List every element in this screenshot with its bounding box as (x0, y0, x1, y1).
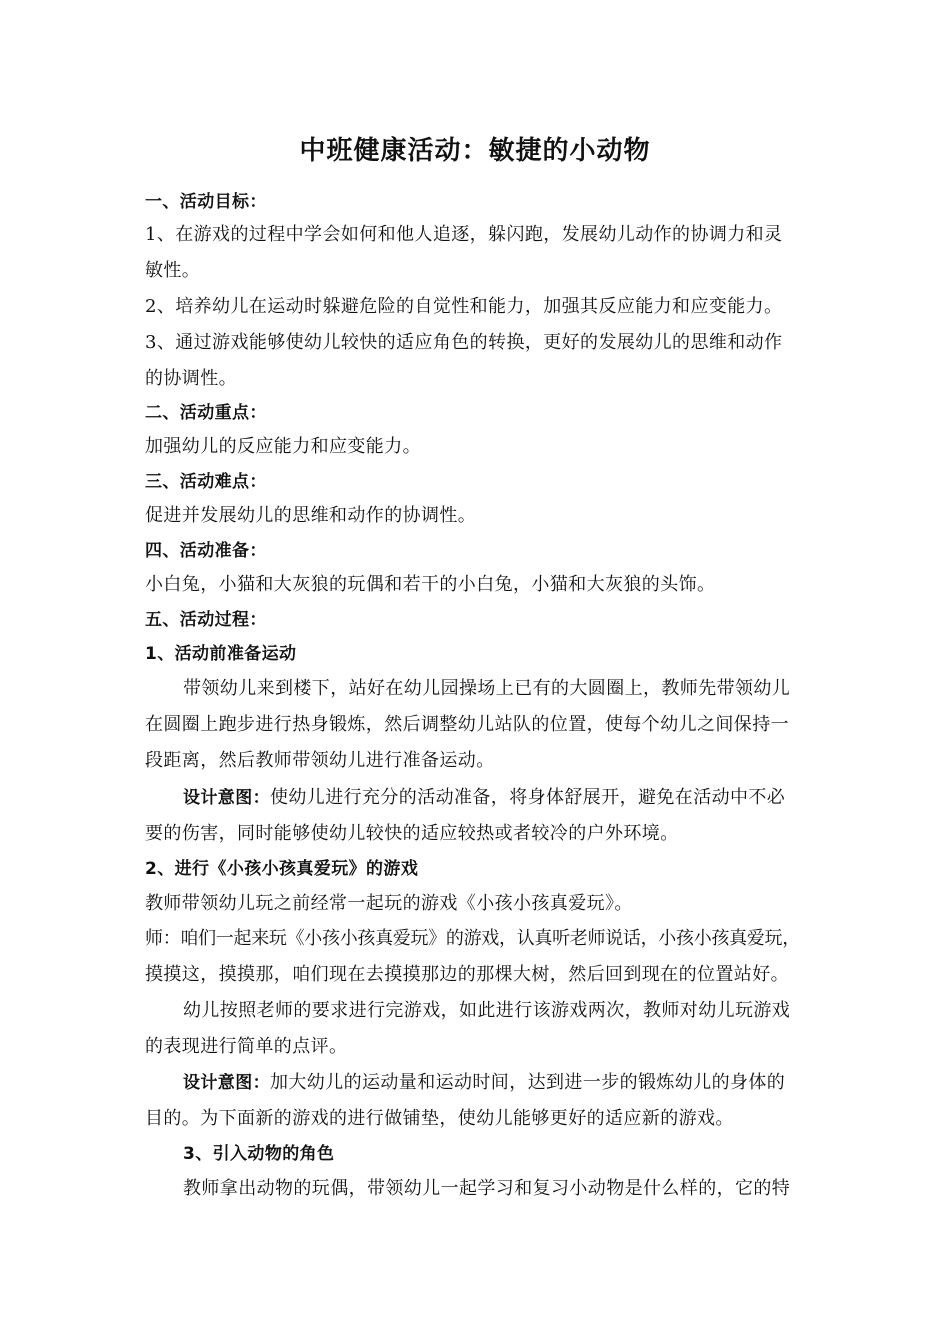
goal-1-line-2: 敏性。 (145, 260, 201, 281)
step-1-paragraph-line-1: 带领幼儿来到楼下，站好在幼儿园操场上已有的大圆圈上，教师先带领幼儿 (183, 678, 791, 699)
step-1-paragraph-line-3: 段距离，然后教师带领幼儿进行准备运动。 (145, 750, 495, 771)
step-1-paragraph-line-2: 在圆圈上跑步进行热身锻炼，然后调整幼儿站队的位置，使每个幼儿之间保持一 (145, 714, 789, 735)
step-2-design-intent-line-2: 目的。为下面新的游戏的进行做铺垫，使幼儿能够更好的适应新的游戏。 (145, 1108, 734, 1129)
step-1-design-intent-line-1 (183, 786, 785, 810)
step-2-heading: 2、进行《小孩小孩真爱玩》的游戏 (145, 859, 419, 879)
design-intent-label: 设计意图： (183, 788, 270, 808)
step-2-paragraph-3-line-1: 幼儿按照老师的要求进行完游戏，如此进行该游戏两次，教师对幼儿玩游戏 (183, 1000, 791, 1021)
step-3-paragraph-line-1: 教师拿出动物的玩偶，带领幼儿一起学习和复习小动物是什么样的，它的特 (183, 1178, 791, 1199)
step-2-design-intent-line-1 (183, 1071, 785, 1095)
focus-text: 加强幼儿的反应能力和应变能力。 (145, 436, 421, 457)
goal-3-line-1: 3、通过游戏能够使幼儿较快的适应角色的转换，更好的发展幼儿的思维和动作 (145, 332, 783, 353)
document-title: 中班健康活动：敏捷的小动物 (299, 136, 651, 166)
difficulty-text: 促进并发展幼儿的思维和动作的协调性。 (145, 505, 477, 526)
section-heading-difficulty: 三、活动难点： (145, 472, 267, 492)
section-heading-focus: 二、活动重点： (145, 403, 267, 423)
section-heading-goals: 一、活动目标： (145, 192, 267, 212)
step-2-paragraph-1: 教师带领幼儿玩之前经常一起玩的游戏《小孩小孩真爱玩》。 (145, 893, 633, 914)
step-2-dialogue-line-1: 师：咱们一起来玩《小孩小孩真爱玩》的游戏，认真听老师说话，小孩小孩真爱玩， (145, 928, 800, 949)
step-1-design-intent-line-2: 要的伤害，同时能够使幼儿较快的适应较热或者较冷的户外环境。 (145, 823, 679, 844)
goal-1-line-1: 1、在游戏的过程中学会如何和他人追逐，躲闪跑，发展幼儿动作的协调力和灵 (145, 224, 783, 245)
section-heading-preparation: 四、活动准备： (145, 541, 267, 561)
step-2-paragraph-3-line-2: 的表现进行简单的点评。 (145, 1036, 348, 1057)
design-intent-label: 设计意图： (183, 1073, 270, 1093)
step-3-heading: 3、引入动物的角色 (183, 1144, 335, 1164)
step-1-heading: 1、活动前准备运动 (145, 644, 297, 664)
design-intent-text: 加大幼儿的运动量和运动时间，达到进一步的锻炼幼儿的身体的 (270, 1072, 786, 1093)
goal-2: 2、培养幼儿在运动时躲避危险的自觉性和能力，加强其反应能力和应变能力。 (145, 296, 783, 317)
design-intent-text: 使幼儿进行充分的活动准备，将身体舒展开，避免在活动中不必 (270, 787, 786, 808)
step-2-dialogue-line-2: 摸摸这，摸摸那，咱们现在去摸摸那边的那棵大树，然后回到现在的位置站好。 (145, 964, 789, 985)
section-heading-process: 五、活动过程： (145, 610, 267, 630)
goal-3-line-2: 的协调性。 (145, 368, 237, 389)
preparation-text: 小白兔，小猫和大灰狼的玩偶和若干的小白兔，小猫和大灰狼的头饰。 (145, 574, 716, 595)
